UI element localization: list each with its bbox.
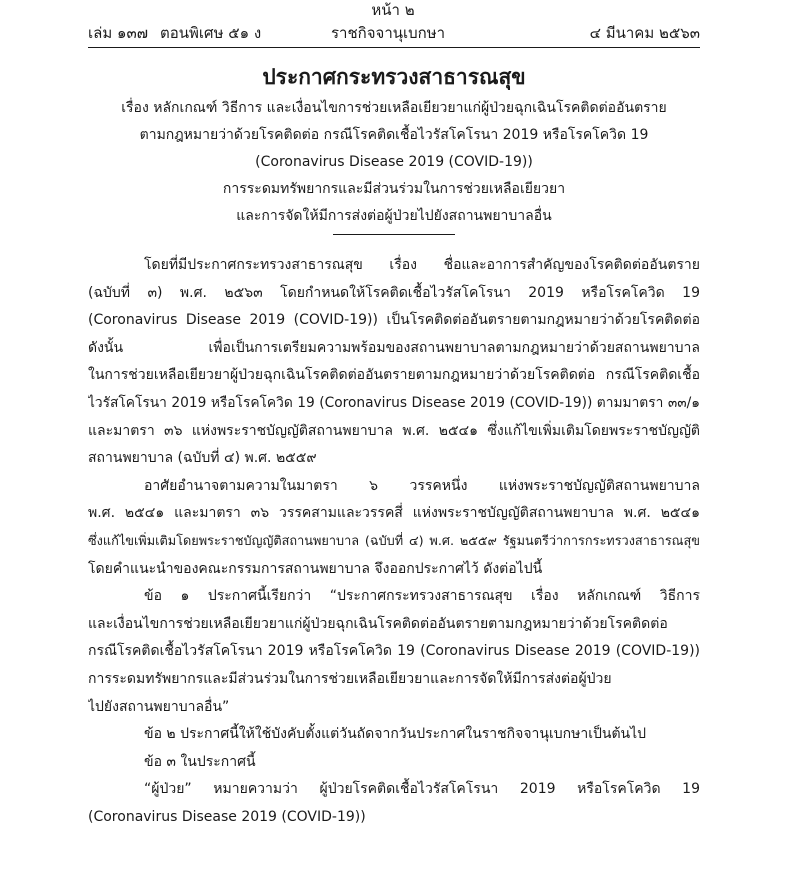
document-body [88,252,700,831]
subject-line-2: ตามกฎหมายว่าด้วยโรคติดต่อ กรณีโรคติดเชื้อไวรัสโคโรนา 2019 หรือโรคโควิด 19 [139,127,649,143]
subject-line-4: การระดมทรัพยากรและมีส่วนร่วมในการช่วยเหลือเยียวยา [222,181,566,197]
body-line: โดยที่มีประกาศกระทรวงสาธารณสุข เรื่อง ชื่อและอาการสำคัญของโรคติดต่ออันตราย [144,257,700,273]
volume-label: เล่ม ๑๓๗ [88,24,149,42]
body-line: ข้อ ๓ ในประกาศนี้ [144,753,256,770]
body-line: ข้อ ๑ ประกาศนี้เรียกว่า “ประกาศกระทรวงสาธารณสุข เรื่อง หลักเกณฑ์ วิธีการ [144,588,700,605]
body-line: (ฉบับที่ ๓) พ.ศ. ๒๕๖๓ โดยกำหนดให้โรคติดเชื้อไวรัสโคโรนา 2019 หรือโรคโควิด 19 [88,284,700,301]
document-subject [88,95,700,230]
body-line: ไวรัสโคโรนา 2019 หรือโรคโควิด 19 (Coronavirus Disease 2019 (COVID-19)) ตามมาตรา ๓๓/๑ [88,394,700,411]
body-line: กรณีโรคติดเชื้อไวรัสโคโรนา 2019 หรือโรคโควิด 19 (Coronavirus Disease 2019 (COVID-19)) [88,643,700,660]
body-line: และเงื่อนไขการช่วยเหลือเยียวยาแก่ผู้ป่วยฉุกเฉินโรคติดต่ออันตรายตามกฎหมายว่าด้วยโรคติดต่อ [88,615,668,632]
body-line: การระดมทรัพยากรและมีส่วนร่วมในการช่วยเหลือเยียวยาและการจัดให้มีการส่งต่อผู้ป่วย [88,670,612,687]
body-line: (Coronavirus Disease 2019 (COVID-19)) เป็นโรคติดต่ออันตรายตามกฎหมายว่าด้วยโรคติดต่อ [88,312,700,329]
gazette-header [88,22,700,44]
publication-name: ราชกิจจานุเบกษา [331,24,446,42]
body-line: ข้อ ๒ ประกาศนี้ให้ใช้บังคับตั้งแต่วันถัดจากวันประกาศในราชกิจจานุเบกษาเป็นต้นไป [144,726,647,743]
subject-line-3: (Coronavirus Disease 2019 (COVID-19)) [255,154,533,170]
body-line: ดังนั้น เพื่อเป็นการเตรียมความพร้อมของสถานพยาบาลตามกฎหมายว่าด้วยสถานพยาบาล [88,339,700,356]
page-number: หน้า ๒ [371,1,415,19]
publication-date: ๔ มีนาคม ๒๕๖๓ [589,24,700,42]
body-line: อาศัยอำนาจตามความในมาตรา ๖ วรรคหนึ่ง แห่งพระราชบัญญัติสถานพยาบาล [144,477,700,494]
body-line: (Coronavirus Disease 2019 (COVID-19)) [88,808,366,825]
section-label: ตอนพิเศษ ๕๑ ง [160,24,262,42]
title-divider [333,234,455,235]
header-left [88,22,261,44]
body-line: พ.ศ. ๒๕๔๑ และมาตรา ๓๖ วรรคสามและวรรคสี่ แห่งพระราชบัญญัติสถานพยาบาล พ.ศ. ๒๕๔๑ [88,505,700,522]
body-line: โดยคำแนะนำของคณะกรรมการสถานพยาบาล จึงออกประกาศไว้ ดังต่อไปนี้ [88,560,543,577]
body-line: ในการช่วยเหลือเยียวยาผู้ป่วยฉุกเฉินโรคติดต่ออันตรายตามกฎหมายว่าด้วยโรคติดต่อ กรณีโรคติดเชื้อ [88,367,700,384]
subject-line-5: และการจัดให้มีการส่งต่อผู้ป่วยไปยังสถานพยาบาลอื่น [236,208,552,224]
body-line: และมาตรา ๓๖ แห่งพระราชบัญญัติสถานพยาบาล พ.ศ. ๒๕๔๑ ซึ่งแก้ไขเพิ่มเติมโดยพระราชบัญญัติ [88,422,700,439]
subject-line-1: เรื่อง หลักเกณฑ์ วิธีการ และเงื่อนไขการช่วยเหลือเยียวยาแก่ผู้ป่วยฉุกเฉินโรคติดต่ออันตราย [121,100,667,116]
body-line: ไปยังสถานพยาบาลอื่น” [88,698,230,715]
header-rule [88,47,700,48]
body-line: สถานพยาบาล (ฉบับที่ ๔) พ.ศ. ๒๕๕๙ [88,450,317,467]
body-line: “ผู้ป่วย” หมายความว่า ผู้ป่วยโรคติดเชื้อไวรัสโคโรนา 2019 หรือโรคโควิด 19 [144,781,700,798]
body-line: ซึ่งแก้ไขเพิ่มเติมโดยพระราชบัญญัติสถานพยาบาล (ฉบับที่ ๔) พ.ศ. ๒๕๕๙ รัฐมนตรีว่าการกระทรวงสาธารณสุข [88,533,700,549]
document-title: ประกาศกระทรวงสาธารณสุข [262,65,526,89]
